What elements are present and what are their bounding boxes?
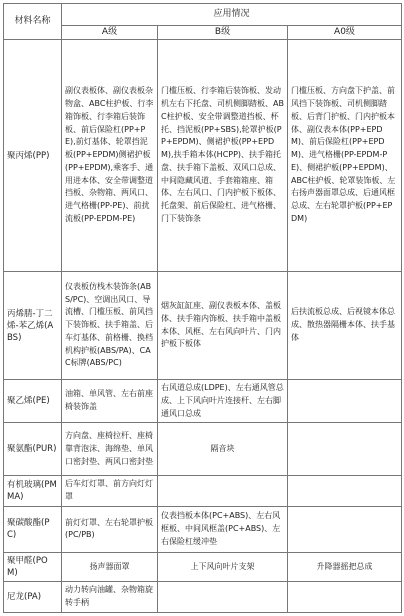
table-row: [4, 272, 402, 380]
header-row-grades: [4, 26, 402, 40]
grade-a0-cell: 门槛压板、方向盘下护盖、前风挡下装饰板、司机侧脚踏板、后背门护板、门内护板本体、副仪表本体(PP+EPDM)、前后保险杠(PP+EPDM)、进气格栅(PP-EPDM-PE)、侧裙护板(PP+EPDM)、ABC柱护板、轮罩装饰板、左右扬声器面罩总成、后通风框总成、左右轮罩护板(PP+EPDM): [288, 40, 402, 272]
material-name: 尼龙(PA): [4, 581, 62, 612]
grade-b-header: B级: [158, 26, 288, 40]
grade-b-cell: 烟灰缸缸座、副仪表板本体、盖板体、扶手箱内饰板、扶手箱中盖板本体、风框、左右风向叶片、门内护板下板体: [158, 272, 288, 380]
grade-a0-cell: [288, 506, 402, 552]
grade-a0-cell: 升降器摇把总成: [288, 552, 402, 581]
grade-b-cell: [158, 581, 288, 612]
grade-a0-header: A0级: [288, 26, 402, 40]
material-name: 有机玻璃(PMMA): [4, 476, 62, 507]
table-row: [4, 40, 402, 272]
grade-a-cell: 动力转向油罐、杂物箱旋转手柄: [62, 581, 158, 612]
grade-b-cell: [158, 476, 288, 507]
usage-header: 应用情况: [62, 4, 402, 26]
grade-a-cell: 后车灯灯罩、前方向灯灯罩: [62, 476, 158, 507]
grade-a0-cell: [288, 380, 402, 423]
grade-b-cell: 门槛压板、行李箱后装饰板、发动机左右下托盘、司机侧脚踏板、ABC柱护板、安全带调整道挡板、杯托、挡泥板(PP+SBS),轮罩护板(PP+EPDM)、侧裙护板(PP+EPDM),扶手箱本体(HCPP)、扶手箱托盘、扶手箱下盖板、双风口总成、中间隐藏风道、手套箱箱座、箱体、左右风口、门内护板下板体、托盘架、前后保险杠、进气格栅、门下装饰条: [158, 40, 288, 272]
table-row: [4, 506, 402, 552]
grade-a-cell: 仪表板仿栈木装饰条(ABS/PC)、空调出风口、导流槽、门槛压板、前风挡下装饰板、扶手箱盖、后车灯基体、前格栅、换档机构护板(ABS/PA)、CAC标牌(ABS/PC): [62, 272, 158, 380]
material-name: 聚乙烯(PE): [4, 380, 62, 423]
grade-b-cell: 隔音块: [158, 423, 288, 476]
grade-a0-cell: [288, 476, 402, 507]
table-row: [4, 581, 402, 612]
grade-b-cell: 仪表挡板本体(PC+ABS)、左右风框板、中间风框盖(PC+ABS)、左右保险杠缓冲垫: [158, 506, 288, 552]
material-name: 聚丙烯(PP): [4, 40, 62, 272]
grade-b-cell: 上下风向叶片支架: [158, 552, 288, 581]
grade-a-cell: 扬声器面罩: [62, 552, 158, 581]
material-header: 材料名称: [4, 4, 62, 40]
grade-a0-cell: [288, 581, 402, 612]
grade-a-cell: 副仪表板体、副仪表板杂物盒、ABC柱护板、行李箱饰板、行李箱后装饰板、前后保险杠(PP+PE),前灯基体、轮罩挡泥板(PP+EPDM)侧裙护板(PP+EPDM),乘客手、通用进本体、安全带调整道挡板、杂物箱、两风口、进气格栅(PP-PE)、前扰流板(PP-EPDM-PE): [62, 40, 158, 272]
header-row-top: [4, 4, 402, 26]
grade-a-cell: 方向盘、座椅拉杆、座椅靠背泡沫、海绵垫、单风口密封垫、两风口密封垫: [62, 423, 158, 476]
materials-usage-table: [3, 3, 402, 613]
grade-a0-cell: 后扶流板总成、后视镜本体总成、散热器隔栅本体、扶手基体: [288, 272, 402, 380]
table-row: [4, 552, 402, 581]
material-name: 丙烯腈-丁二烯-苯乙烯(ABS): [4, 272, 62, 380]
material-name: 聚甲醛(POM): [4, 552, 62, 581]
grade-b-cell: 右风道总成(LDPE)、左右通风管总成、上下风向叶片连接杆、左右脚通风口总成: [158, 380, 288, 423]
grade-a-cell: 油箱、单风管、左右前座椅装饰盖: [62, 380, 158, 423]
grade-a0-cell: [288, 423, 402, 476]
table-row: [4, 476, 402, 507]
material-name: 聚碳酸酯(PC): [4, 506, 62, 552]
material-name: 聚氨酯(PUR): [4, 423, 62, 476]
table-row: [4, 380, 402, 423]
grade-a-header: A级: [62, 26, 158, 40]
grade-a-cell: 前灯灯罩、左右轮罩护板(PC/PB): [62, 506, 158, 552]
table-row: [4, 423, 402, 476]
